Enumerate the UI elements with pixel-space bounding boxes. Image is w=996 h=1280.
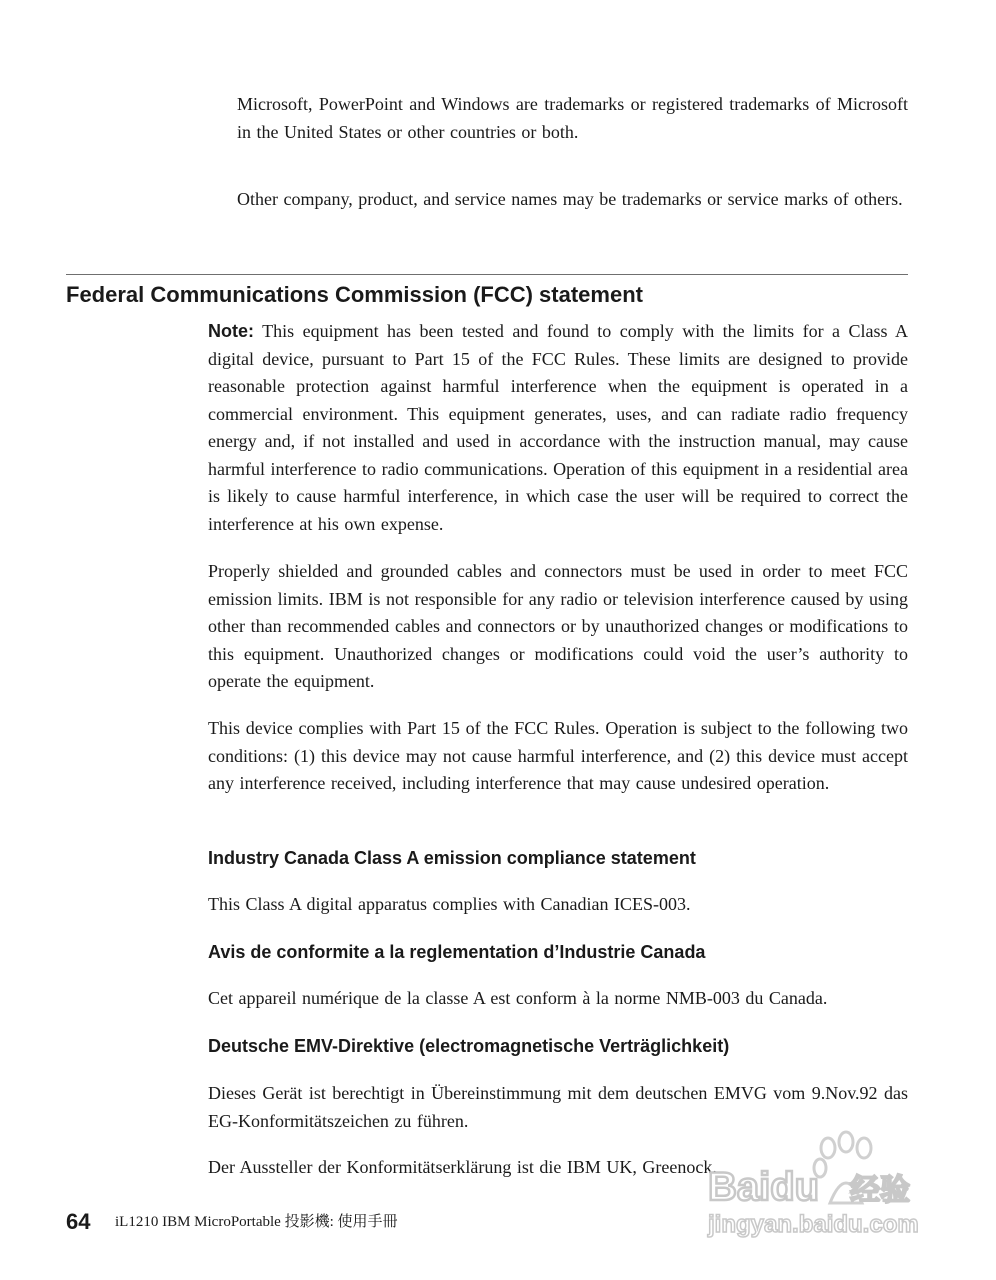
fcc-note-paragraph <box>208 318 908 538</box>
fcc-cables-paragraph: Properly shielded and grounded cables and connectors must be used in order to meet FCC emission limits. IBM is not responsible for any radio or television interference caused by using other than recommended cables and connectors or by unauthorized changes or modifications to this equipment. Unauthorized changes or modifications could void the user’s authority to operate the equipment. <box>208 561 908 691</box>
trademark-paragraph-microsoft: Microsoft, PowerPoint and Windows are trademarks or registered trademarks of Microsoft in the United States or other countries or both. <box>237 94 908 142</box>
deutsche-paragraph-1: Dieses Gerät ist berechtigt in Übereinstimmung mit dem deutschen EMVG vom 9.Nov.92 das EG-Konformitätszeichen zu führen. <box>208 1083 908 1131</box>
deutsche-heading: Deutsche EMV-Direktive (electromagnetische Verträglichkeit) <box>208 1036 730 1056</box>
avis-paragraph: Cet appareil numérique de la classe A est conform à la norme NMB-003 du Canada. <box>208 988 828 1008</box>
note-label: Note: <box>208 321 254 341</box>
note-text: This equipment has been tested and found to comply with the limits for a Class A digital device, pursuant to Part 15 of the FCC Rules. These limits are designed to provide reasonable protection against harmful interference when the equipment is operated in a commercial environment. This equipment generates, uses, and can radiate radio frequency energy and, if not installed and used in accordance with the instruction manual, may cause harmful interference to radio communications. Operation of this equipment in a residential area is likely to cause harmful interference, in which case the user will be required to correct the interference at his own expense. <box>208 321 908 534</box>
watermark-brand-cn: 经验 <box>850 1173 910 1208</box>
footer-title: iL1210 IBM MicroPortable 投影機: 使用手冊 <box>115 1214 398 1230</box>
watermark-url: jingyan.baidu.com <box>708 1211 919 1238</box>
canada-paragraph: This Class A digital apparatus complies with Canadian ICES-003. <box>208 894 691 914</box>
fcc-part15-paragraph: This device complies with Part 15 of the FCC Rules. Operation is subject to the following two conditions: (1) this device may not cause harmful interference, and (2) this device must accept any interference received, including interference that may cause undesired operation. <box>208 718 908 793</box>
page-number: 64 <box>66 1209 91 1234</box>
fcc-heading: Federal Communications Commission (FCC) statement <box>66 282 643 307</box>
avis-heading: Avis de conformite a la reglementation d’Industrie Canada <box>208 942 706 962</box>
trademark-paragraph-others: Other company, product, and service names may be trademarks or service marks of others. <box>237 189 903 209</box>
section-divider <box>66 274 908 275</box>
watermark-brand: Baidu <box>708 1165 820 1209</box>
canada-heading: Industry Canada Class A emission compliance statement <box>208 848 696 868</box>
baidu-watermark-logo <box>700 1128 940 1243</box>
deutsche-paragraph-2: Der Aussteller der Konformitätserklärung ist die IBM UK, Greenock. <box>208 1157 717 1177</box>
